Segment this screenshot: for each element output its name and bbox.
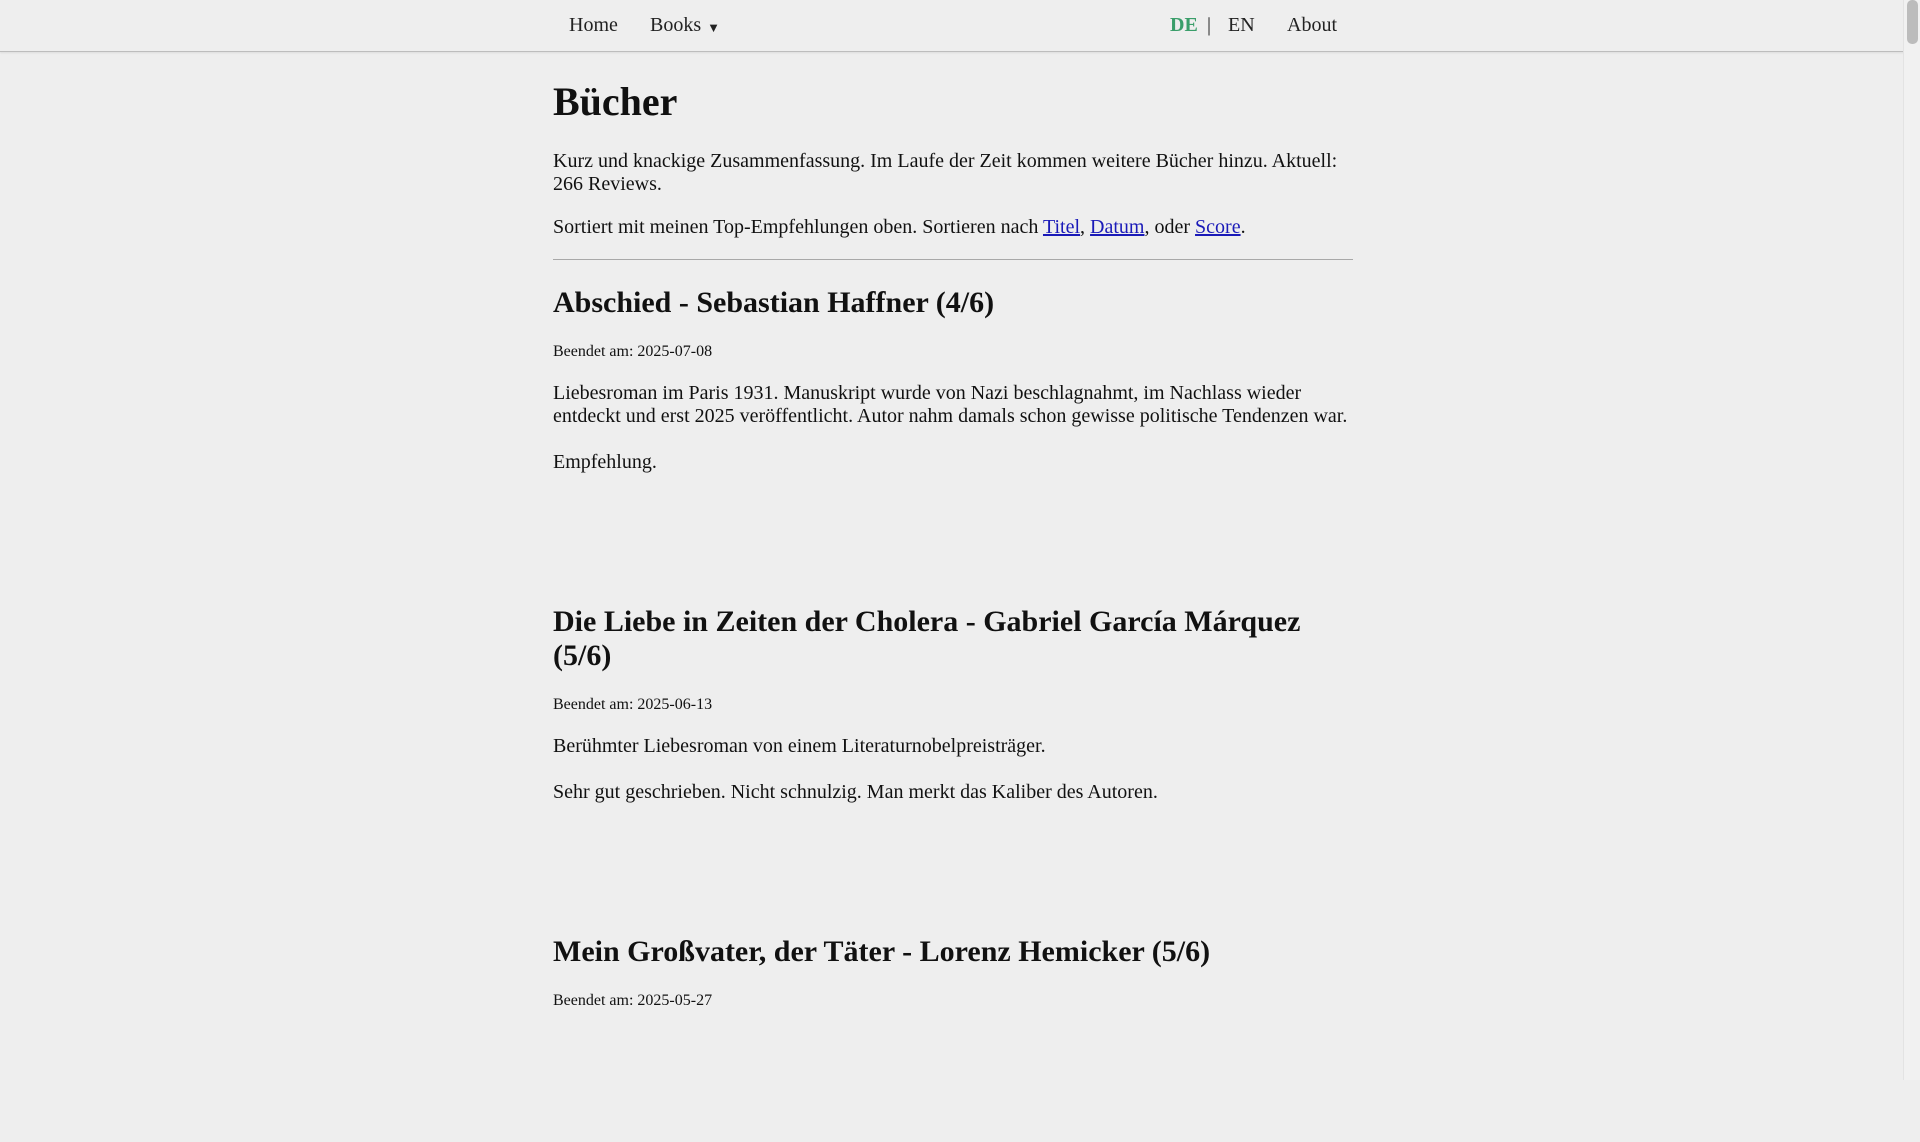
review-item	[553, 935, 1353, 1011]
review-body	[553, 382, 1353, 474]
sort-by-title-link[interactable]: Titel	[1042, 216, 1081, 238]
review-finished-date: Beendet am: 2025-05-27	[553, 992, 713, 1009]
review-title: Abschied - Sebastian Haffner (4/6)	[553, 286, 995, 319]
page-title: Bücher	[553, 79, 678, 124]
review-title: Die Liebe in Zeiten der Cholera - Gabriel García Márquez (5/6)	[553, 605, 1301, 672]
review-body	[553, 735, 1353, 804]
main-content	[553, 60, 1353, 1142]
sort-options	[553, 216, 1353, 239]
sort-or: , oder	[1144, 216, 1196, 238]
review-paragraph: Empfehlung.	[553, 451, 657, 473]
sort-prefix: Sortiert mit meinen Top-Empfehlungen oben. Sortieren nach	[553, 216, 1043, 238]
review-paragraph: Sehr gut geschrieben. Nicht schnulzig. Man merkt das Kaliber des Autoren.	[553, 781, 1158, 803]
review-paragraph: Liebesroman im Paris 1931. Manuskript wurde von Nazi beschlagnahmt, im Nachlass wieder entdeckt und erst 2025 veröffentlicht. Autor nahm damals schon gewisse politische Tendenzen war.	[553, 382, 1348, 427]
lang-separator: |	[1207, 14, 1212, 36]
review-paragraph: Berühmter Liebesroman von einem Literaturnobelpreisträger.	[553, 735, 1046, 757]
sort-by-score-link[interactable]: Score	[1195, 216, 1241, 238]
intro-text: Kurz und knackige Zusammenfassung. Im Laufe der Zeit kommen weitere Bücher hinzu. Aktuell: 266 Reviews.	[553, 150, 1338, 195]
nav-books-dropdown[interactable]	[650, 12, 720, 40]
sort-by-date-link[interactable]: Datum	[1090, 216, 1145, 238]
review-finished-date: Beendet am: 2025-06-13	[553, 696, 713, 713]
review-list	[553, 286, 1353, 1011]
review-item	[553, 286, 1353, 474]
scrollbar-thumb[interactable]	[1907, 0, 1918, 44]
divider	[553, 259, 1353, 260]
vertical-scrollbar[interactable]	[1903, 0, 1920, 1080]
lang-de-link[interactable]: DE	[1170, 14, 1198, 36]
nav-about-link[interactable]: About	[1287, 14, 1337, 36]
top-navigation	[0, 0, 1904, 52]
nav-books-label: Books	[650, 14, 702, 36]
lang-en-link[interactable]: EN	[1228, 14, 1255, 36]
chevron-down-icon: ▼	[707, 20, 720, 35]
sort-comma: ,	[1080, 216, 1091, 238]
review-item	[553, 605, 1353, 804]
nav-home-link[interactable]: Home	[569, 14, 618, 36]
review-finished-date: Beendet am: 2025-07-08	[553, 343, 713, 360]
sort-end: .	[1240, 216, 1246, 238]
review-title: Mein Großvater, der Täter - Lorenz Hemicker (5/6)	[553, 935, 1211, 968]
